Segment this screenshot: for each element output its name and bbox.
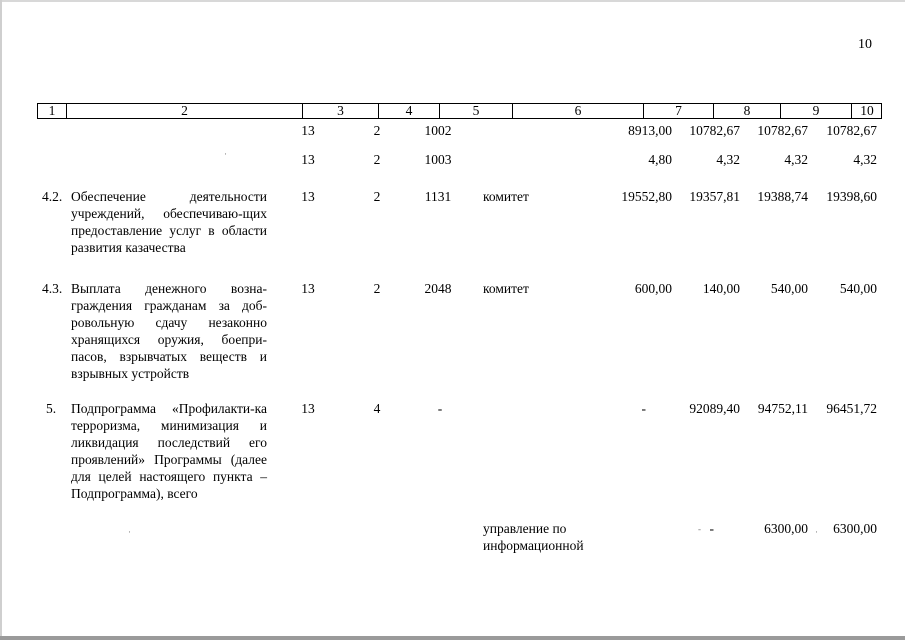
cell-amount-10: 540,00 [839,281,877,296]
cell-description: Выплата денежного возна-граждения гражданам за доб-ровольную сдачу незаконно хранящихся оружия, боепри-пасов, взрывчатых веществ и взрывных устройств [71,281,267,381]
cell-section: 13 [301,152,315,167]
cell-owner: управление по информационной [483,521,584,553]
cell-amount-9: 19388,74 [757,189,808,204]
cell-amount-7: 600,00 [634,281,672,296]
cell-amount-10: 4,32 [853,152,877,167]
cell-code: 1002 [424,123,452,138]
cell-section: 13 [301,401,315,416]
header-col-4: 4 [378,104,439,118]
cell-amount-9: 10782,67 [757,123,808,138]
scan-speck: - [698,524,701,534]
cell-subsection: 2 [373,123,381,138]
cell-owner: комитет [483,189,529,204]
page-number: 10 [858,37,872,52]
cell-amount-8: - [709,521,714,536]
cell-amount-8: 140,00 [702,281,740,296]
header-col-6: 6 [512,104,643,118]
cell-subsection: 2 [373,281,381,296]
header-col-10: 10 [851,104,882,118]
header-col-3: 3 [302,104,378,118]
cell-amount-9: 4,32 [784,152,808,167]
cell-code: 1003 [424,152,452,167]
cell-item-number: 4.3. [42,281,63,296]
cell-amount-10: 10782,67 [826,123,877,138]
scan-speck: · [128,527,131,537]
header-col-7: 7 [643,104,713,118]
cell-owner: комитет [483,281,529,296]
cell-amount-7: 19552,80 [621,189,672,204]
cell-item-number: 5. [46,401,57,416]
cell-amount-9: 6300,00 [764,521,808,536]
cell-amount-7: 8913,00 [628,123,672,138]
cell-amount-7: - [641,401,646,416]
cell-code: 2048 [424,281,452,296]
header-col-8: 8 [713,104,780,118]
page-edge-top [0,0,905,2]
header-col-5: 5 [439,104,512,118]
cell-item-number: 4.2. [42,189,63,204]
cell-code: 1131 [424,189,452,204]
page-edge-left [0,0,2,640]
cell-code: - [437,401,443,416]
cell-section: 13 [301,281,315,296]
cell-section: 13 [301,123,315,138]
cell-subsection: 2 [373,152,381,167]
table-header-row [37,103,882,119]
cell-amount-10: 6300,00 [833,521,877,536]
page-edge-bottom [0,636,905,640]
cell-section: 13 [301,189,315,204]
cell-amount-10: 19398,60 [826,189,877,204]
cell-amount-7: 4,80 [648,152,672,167]
scan-speck: · [815,527,818,537]
scan-speck: · [224,149,227,159]
cell-subsection: 2 [373,189,381,204]
cell-amount-9: 540,00 [770,281,808,296]
cell-amount-8: 4,32 [716,152,740,167]
cell-amount-8: 92089,40 [689,401,740,416]
header-col-9: 9 [780,104,851,118]
cell-description: Подпрограмма «Профилакти-ка терроризма, минимизация и ликвидация последствий его проявлений» Программы (далее для целей настоящего пункта – Подпрограмма), всего [71,401,267,501]
cell-amount-10: 96451,72 [826,401,877,416]
header-col-2: 2 [66,104,302,118]
cell-subsection: 4 [373,401,381,416]
cell-amount-8: 19357,81 [689,189,740,204]
cell-description: Обеспечение деятельности учреждений, обеспечиваю-щих предоставление услуг в области развития казачества [71,189,267,255]
header-col-1: 1 [48,103,56,118]
cell-amount-9: 94752,11 [757,401,808,416]
cell-amount-8: 10782,67 [689,123,740,138]
